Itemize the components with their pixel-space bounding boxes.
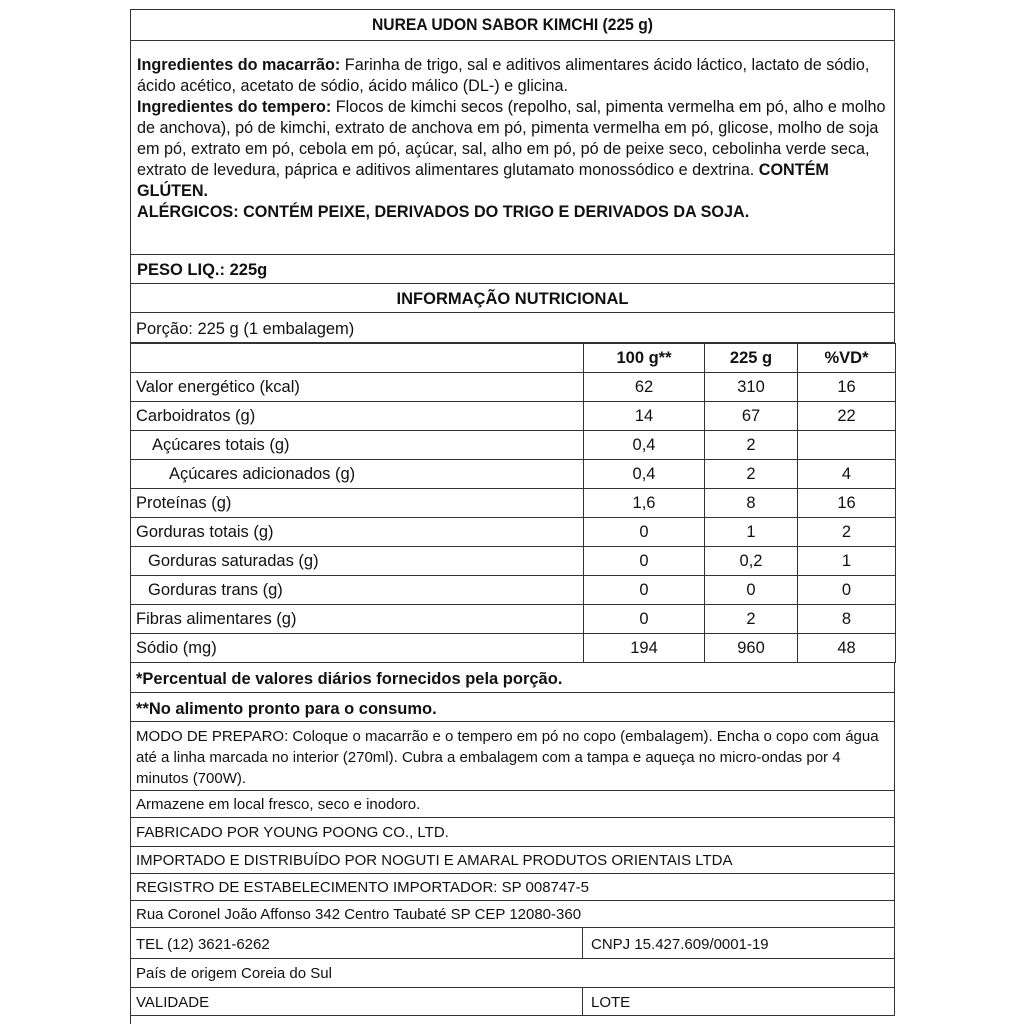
column-header-per-portion: 225 g (705, 344, 798, 373)
nutrition-row (131, 576, 896, 605)
importer-address: Rua Coronel João Affonso 342 Centro Taubaté SP CEP 12080-360 (130, 901, 895, 928)
nutrition-row (131, 518, 896, 547)
nutrition-row (131, 431, 896, 460)
product-label (130, 9, 895, 1016)
nutrient-name: Valor energético (kcal) (131, 373, 584, 402)
value-daily-percent: 16 (798, 373, 896, 402)
value-per-100g: 0 (584, 576, 705, 605)
nutrition-title: INFORMAÇÃO NUTRICIONAL (130, 284, 895, 313)
nutrition-table (130, 343, 896, 663)
value-per-portion: 8 (705, 489, 798, 518)
column-header-nutrient (131, 344, 584, 373)
nutrient-name: Sódio (mg) (131, 634, 584, 663)
net-weight: PESO LIQ.: 225g (130, 255, 895, 284)
nutrition-row (131, 634, 896, 663)
lot-field: LOTE (591, 994, 631, 1011)
nutrition-row (131, 605, 896, 634)
nutrient-name: Gorduras trans (g) (131, 576, 584, 605)
ingredients-noodle-text: Farinha de trigo, sal e aditivos alimentares ácido láctico, lactato de sódio, ácido acético, acetato de sódio, ácido málico (DL-) e glicina. (137, 56, 870, 95)
storage-instructions: Armazene em local fresco, seco e inodoro. (130, 791, 895, 818)
preparation-instructions: MODO DE PREPARO: Coloque o macarrão e o tempero em pó no copo (embalagem). Encha o copo com água até a linha marcada no interior (270ml). Cubra a embalagem com a tampa e aqueça no micro-ondas por 4 minutos (700W). (130, 722, 895, 791)
allergens-warning: ALÉRGICOS: CONTÉM PEIXE, DERIVADOS DO TRIGO E DERIVADOS DA SOJA. (137, 203, 750, 221)
border-line (130, 1013, 131, 1024)
column-header-per-100g: 100 g** (584, 344, 705, 373)
value-per-100g: 0 (584, 518, 705, 547)
title-row (130, 9, 895, 41)
gluten-warning: CONTÉM GLÚTEN. (137, 161, 829, 200)
importer: IMPORTADO E DISTRIBUÍDO POR NOGUTI E AMARAL PRODUTOS ORIENTAIS LTDA (130, 847, 895, 874)
value-per-100g: 0,4 (584, 431, 705, 460)
value-per-portion: 1 (705, 518, 798, 547)
value-per-100g: 0 (584, 605, 705, 634)
portion-size: Porção: 225 g (1 embalagem) (130, 313, 895, 343)
value-daily-percent: 48 (798, 634, 896, 663)
column-header-daily-value: %VD* (798, 344, 896, 373)
ingredients-noodle-heading: Ingredientes do macarrão: (137, 56, 341, 74)
footnote-ready-to-eat: **No alimento pronto para o consumo. (130, 693, 895, 722)
nutrition-header-row (131, 344, 896, 373)
nutrient-name: Carboidratos (g) (131, 402, 584, 431)
value-per-100g: 62 (584, 373, 705, 402)
value-per-portion: 2 (705, 460, 798, 489)
value-per-100g: 1,6 (584, 489, 705, 518)
country-of-origin: País de origem Coreia do Sul (130, 959, 895, 988)
nutrient-name: Gorduras totais (g) (131, 518, 584, 547)
value-daily-percent: 22 (798, 402, 896, 431)
validity-field: VALIDADE (131, 988, 583, 1015)
phone-number: TEL (12) 3621-6262 (131, 928, 583, 958)
ingredients-seasoning-text: Flocos de kimchi secos (repolho, sal, pimenta vermelha em pó, alho e molho de anchova), pó de kimchi, extrato de anchova em pó, pimenta vermelha em pó, glicose, molho de soja em pó, extrato em pó, cebola em pó, açúcar, sal, alho em pó, pó de peixe seco, cebolinha verde seca, extrato de levedura, páprica e aditivos alimentares glutamato monossódico e dextrina. (137, 98, 886, 179)
validity-lot-row (130, 988, 895, 1016)
value-per-100g: 14 (584, 402, 705, 431)
value-per-portion: 960 (705, 634, 798, 663)
value-per-portion: 0,2 (705, 547, 798, 576)
value-per-portion: 2 (705, 605, 798, 634)
value-daily-percent: 4 (798, 460, 896, 489)
value-daily-percent: 16 (798, 489, 896, 518)
value-per-portion: 0 (705, 576, 798, 605)
value-daily-percent: 1 (798, 547, 896, 576)
value-per-100g: 0 (584, 547, 705, 576)
nutrient-name: Gorduras saturadas (g) (131, 547, 584, 576)
contact-row (130, 928, 895, 959)
value-daily-percent (798, 431, 896, 460)
value-per-portion: 310 (705, 373, 798, 402)
value-per-100g: 194 (584, 634, 705, 663)
value-per-portion: 2 (705, 431, 798, 460)
nutrient-name: Proteínas (g) (131, 489, 584, 518)
ingredients-section (130, 41, 895, 255)
cnpj-number: CNPJ 15.427.609/0001-19 (591, 936, 769, 953)
value-daily-percent: 2 (798, 518, 896, 547)
nutrient-name: Fibras alimentares (g) (131, 605, 584, 634)
nutrition-row (131, 460, 896, 489)
value-daily-percent: 8 (798, 605, 896, 634)
value-daily-percent: 0 (798, 576, 896, 605)
nutrition-row (131, 489, 896, 518)
ingredients-seasoning-heading: Ingredientes do tempero: (137, 98, 332, 116)
nutrition-row (131, 547, 896, 576)
nutrient-name: Açúcares totais (g) (131, 431, 584, 460)
nutrition-row (131, 402, 896, 431)
importer-registration: REGISTRO DE ESTABELECIMENTO IMPORTADOR: SP 008747-5 (130, 874, 895, 901)
footnote-daily-value: *Percentual de valores diários fornecidos pela porção. (130, 663, 895, 693)
value-per-portion: 67 (705, 402, 798, 431)
value-per-100g: 0,4 (584, 460, 705, 489)
product-title: NUREA UDON SABOR KIMCHI (225 g) (372, 15, 653, 34)
nutrient-name: Açúcares adicionados (g) (131, 460, 584, 489)
nutrition-row (131, 373, 896, 402)
manufacturer: FABRICADO POR YOUNG POONG CO., LTD. (130, 818, 895, 847)
